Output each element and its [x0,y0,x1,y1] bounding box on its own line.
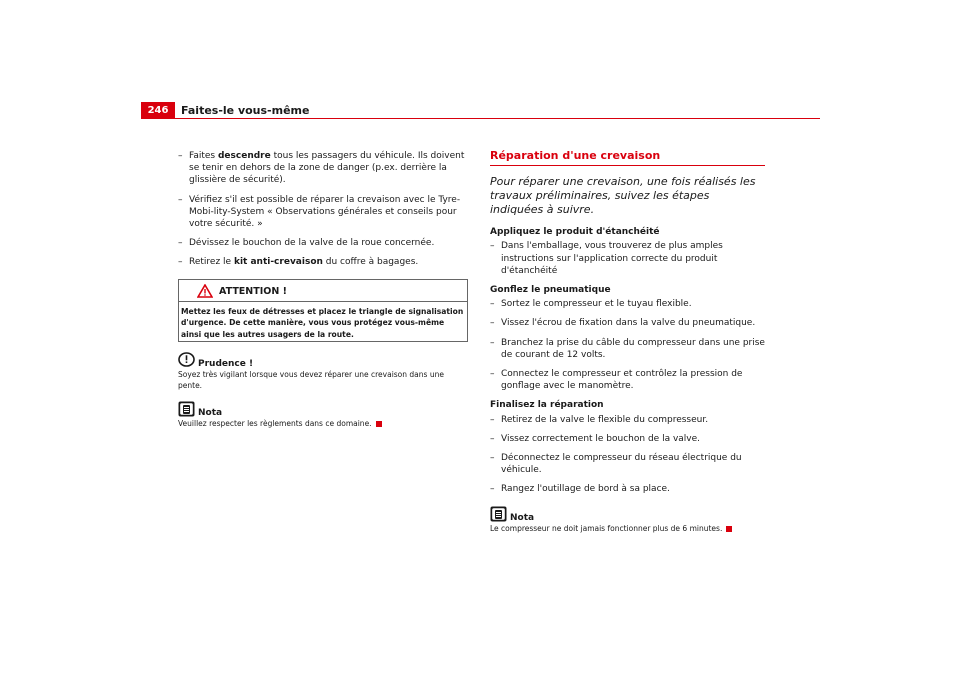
warning-box [178,279,468,343]
caution-exclamation-icon [178,352,195,367]
caution-header [178,352,468,369]
note-text: Veuillez respecter les règlements dans ce domaine. [178,418,468,429]
right-column [490,150,765,544]
note-header [178,401,468,418]
list-item: – Connectez le compresseur et contrôlez la pression de gonflage avec le manomètre. [490,369,743,392]
caution-title: Prudence ! [198,359,254,370]
list-item: – Déconnectez le compresseur du réseau électrique du véhicule. [490,453,742,476]
page-number: 246 [141,102,175,119]
note-title: Nota [510,512,535,523]
note-text: Le compresseur ne doit jamais fonctionner plus de 6 minutes. [490,523,765,534]
list-item: – Vérifiez s'il est possible de réparer la crevaison avec le Tyre-Mobi-lity-System « Observations générales et conseils pour votre sécurité. » [178,194,461,230]
warning-title: ATTENTION ! [219,285,287,297]
section-title: Réparation d'une crevaison [490,150,765,166]
left-column [178,150,468,439]
warning-triangle-icon [197,284,213,298]
list-item: – Vissez correctement le bouchon de la valve. [490,433,701,444]
page-title: Faites-le vous-même [181,104,310,117]
list-item: – Sortez le compresseur et le tuyau flexible. [490,299,692,310]
list-item: – Dévissez le bouchon de la valve de la roue concernée. [178,238,435,249]
warning-text: Mettez les feux de détresses et placez le triangle de signalisation d'urgence. De cette manière, vous vous protégez vous-même ainsi que les autres usagers de la route. [181,306,464,339]
list-item: – Rangez l'outillage de bord à sa place. [490,484,670,495]
section-intro: Pour réparer une crevaison, une fois réalisés les travaux préliminaires, suivez les étapes indiquées à suivre. [490,175,756,217]
note-title: Nota [198,408,223,419]
header-divider [141,118,820,119]
note-header [490,506,765,523]
list-item: – Branchez la prise du câble du compresseur dans une prise de courant de 12 volts. [490,337,765,360]
end-of-section-square [376,421,382,427]
list-item: – Vissez l'écrou de fixation dans la valve du pneumatique. [490,318,756,329]
group-heading: Appliquez le produit d'étanchéité [490,227,660,238]
note-info-icon [178,401,195,417]
list-item: – Faites descendre tous les passagers du véhicule. Ils doivent se tenir en dehors de la zone de danger (p.ex. derrière la glissière de sécurité). [178,151,465,186]
end-of-section-square [726,526,732,532]
group-heading: Gonflez le pneumatique [490,285,611,296]
note-info-icon [490,506,507,522]
warning-header [179,280,467,302]
list-item: – Retirez de la valve le flexible du compresseur. [490,414,709,425]
group-heading: Finalisez la réparation [490,400,604,411]
list-item: – Dans l'emballage, vous trouverez de plus amples instructions sur l'application correcte du produit d'étanchéité [490,241,723,276]
list-item: – Retirez le kit anti-crevaison du coffre à bagages. [178,257,419,268]
caution-text: Soyez très vigilant lorsque vous devez réparer une crevaison dans une pente. [178,370,444,391]
